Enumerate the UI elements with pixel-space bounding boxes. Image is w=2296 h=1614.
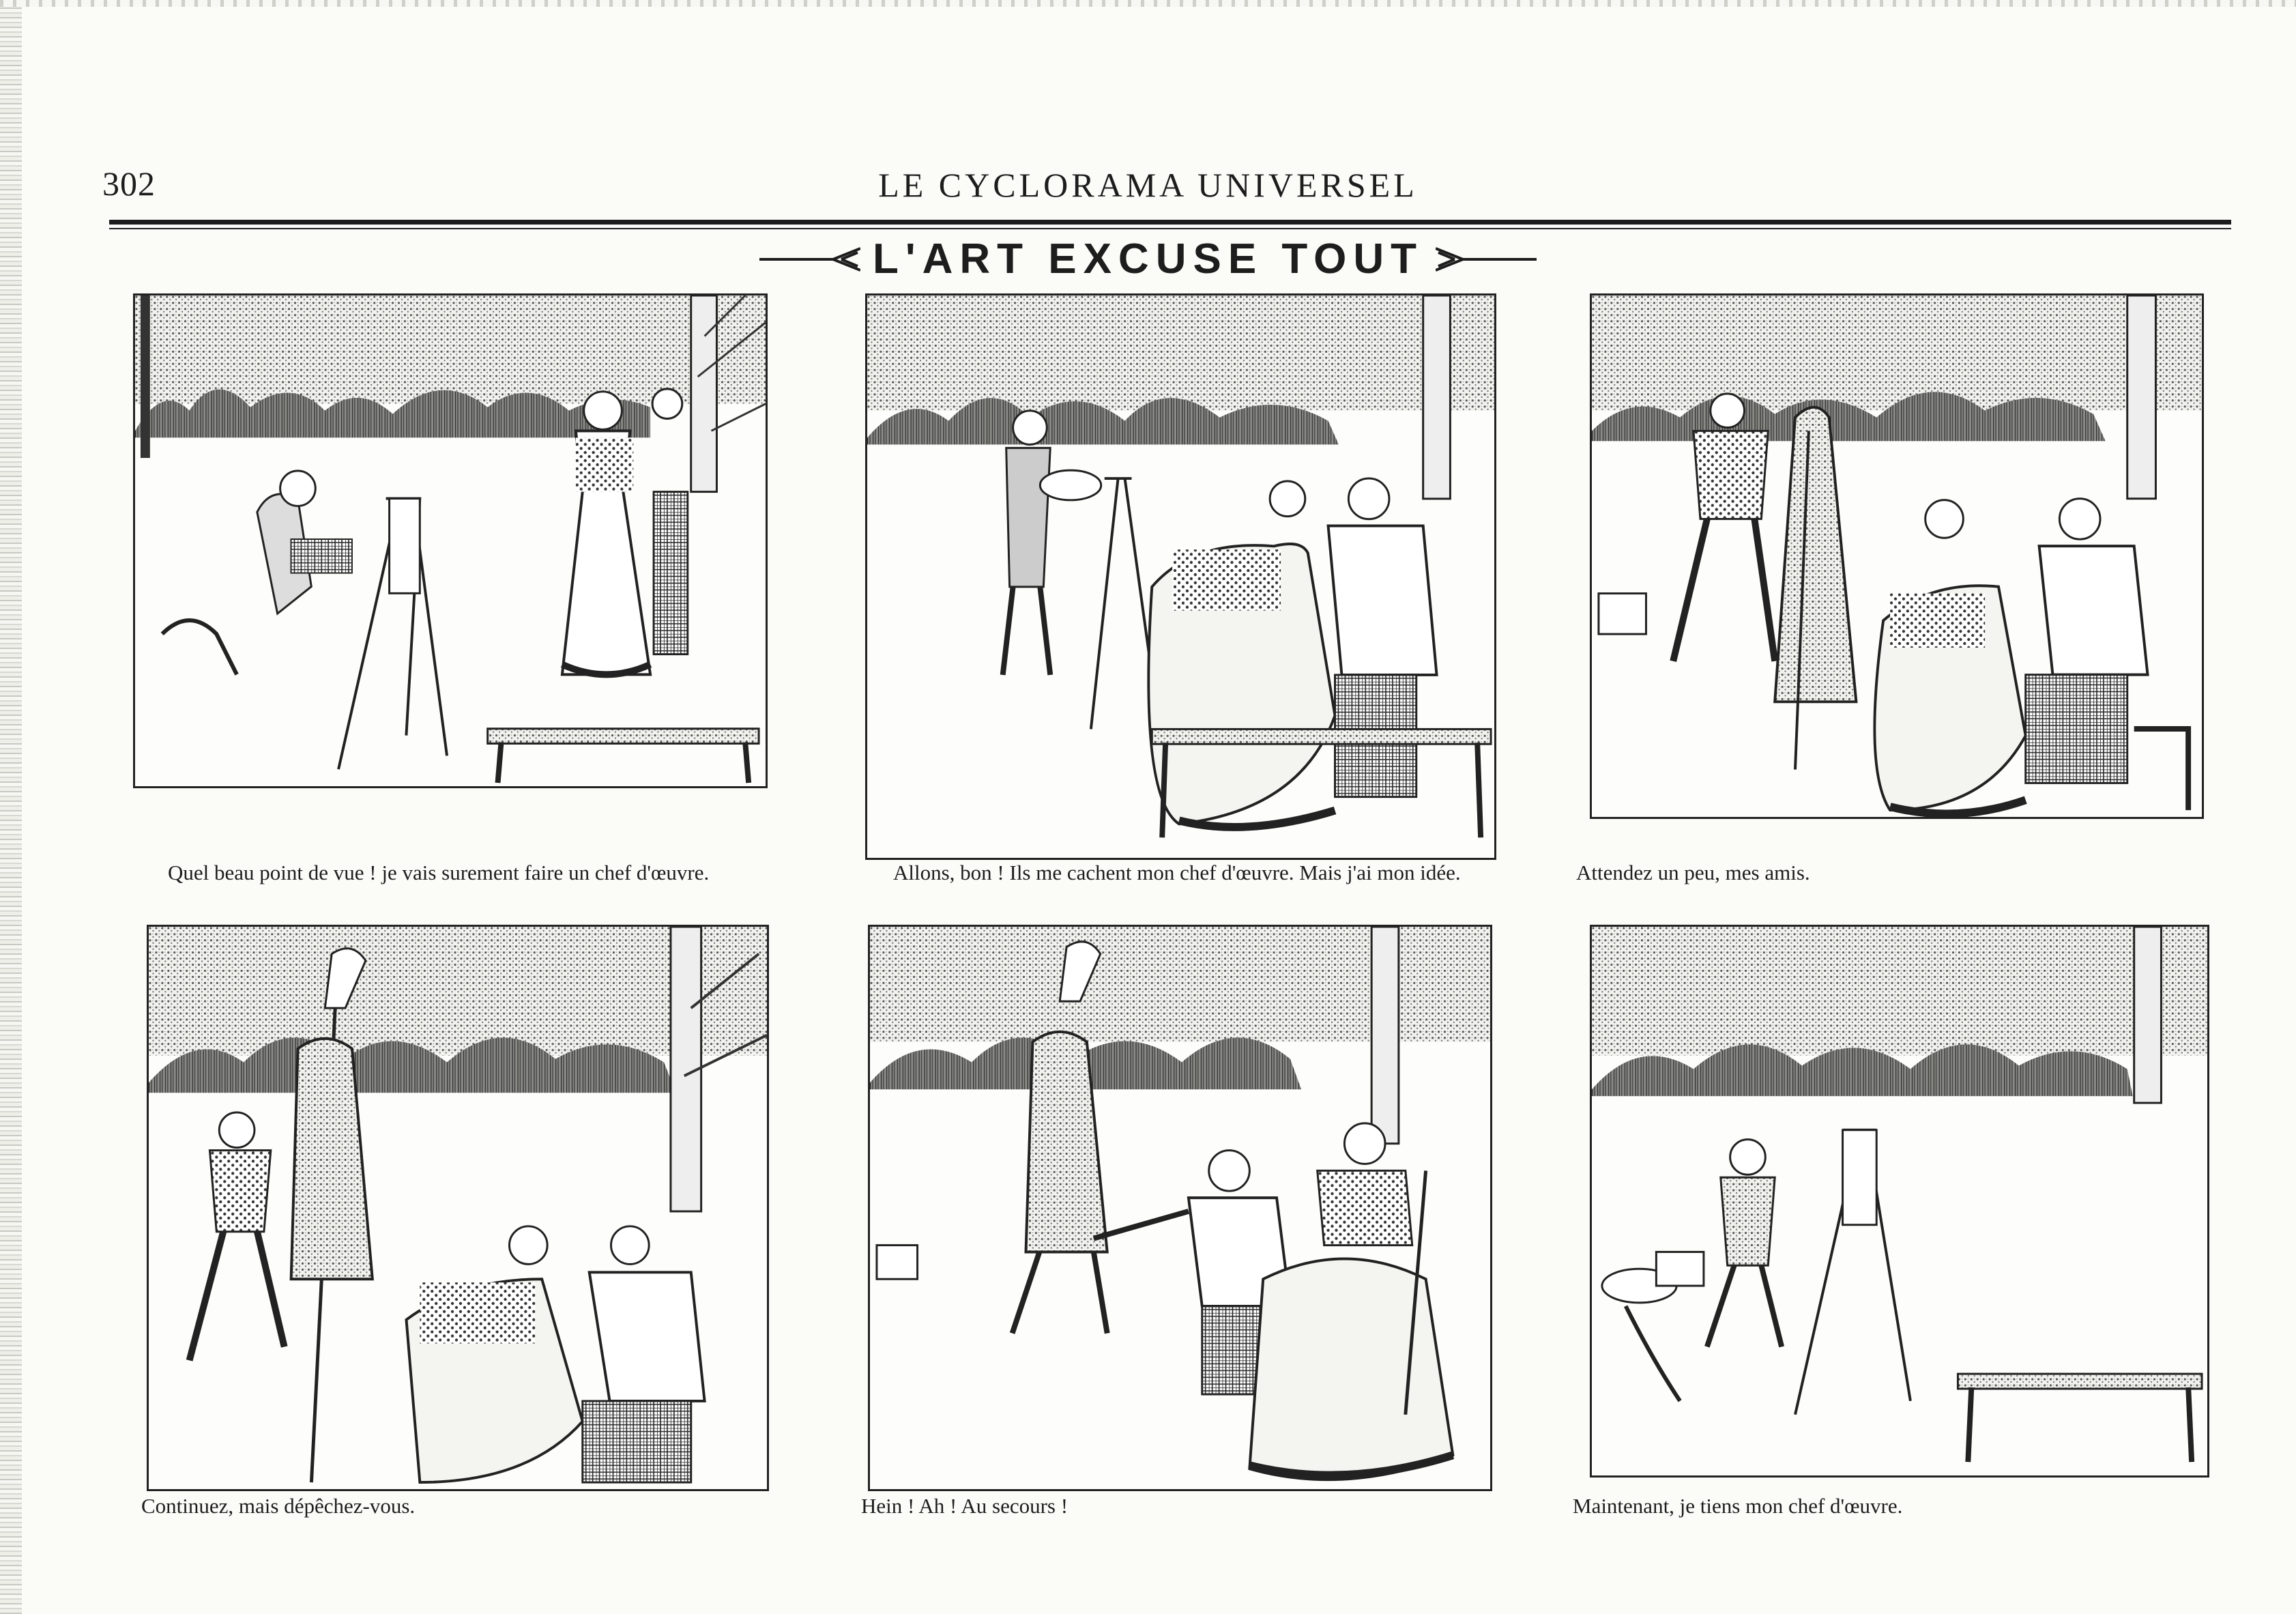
comic-panel-6 — [1590, 925, 2209, 1478]
right-flourish-ornament — [1436, 246, 1538, 273]
comic-panel-5 — [868, 925, 1492, 1491]
comic-panel-4 — [147, 925, 769, 1491]
header-rule-thin — [109, 228, 2231, 229]
panel-5-caption: Hein ! Ah ! Au secours ! — [861, 1494, 1069, 1518]
page-top-speckle — [0, 0, 2296, 7]
panel-illustration — [1592, 296, 2202, 817]
comic-title-block — [0, 232, 2296, 287]
comic-panel-3 — [1590, 293, 2204, 819]
panel-illustration — [149, 927, 767, 1489]
panel-illustration — [870, 927, 1490, 1489]
panel-2-caption: Allons, bon ! Ils me cachent mon chef d'œuvre. Mais j'ai mon idée. — [893, 861, 1461, 884]
panel-illustration — [135, 296, 766, 786]
panel-3-caption: Attendez un peu, mes amis. — [1576, 861, 1810, 884]
panel-6-caption: Maintenant, je tiens mon chef d'œuvre. — [1573, 1494, 1903, 1518]
page-number: 302 — [102, 164, 156, 203]
running-title: LE CYCLORAMA UNIVERSEL — [878, 166, 1418, 204]
comic-panel-1 — [133, 293, 768, 788]
panel-illustration — [1592, 927, 2207, 1475]
panel-illustration — [867, 296, 1494, 858]
left-flourish-ornament — [758, 246, 860, 273]
header-rule-thick — [109, 220, 2231, 225]
panel-4-caption: Continuez, mais dépêchez-vous. — [141, 1494, 416, 1518]
comic-title: L'ART EXCUSE TOUT — [872, 235, 1424, 283]
comic-panel-2 — [865, 293, 1496, 860]
panel-1-caption: Quel beau point de vue ! je vais surement faire un chef d'œuvre. — [168, 861, 710, 884]
